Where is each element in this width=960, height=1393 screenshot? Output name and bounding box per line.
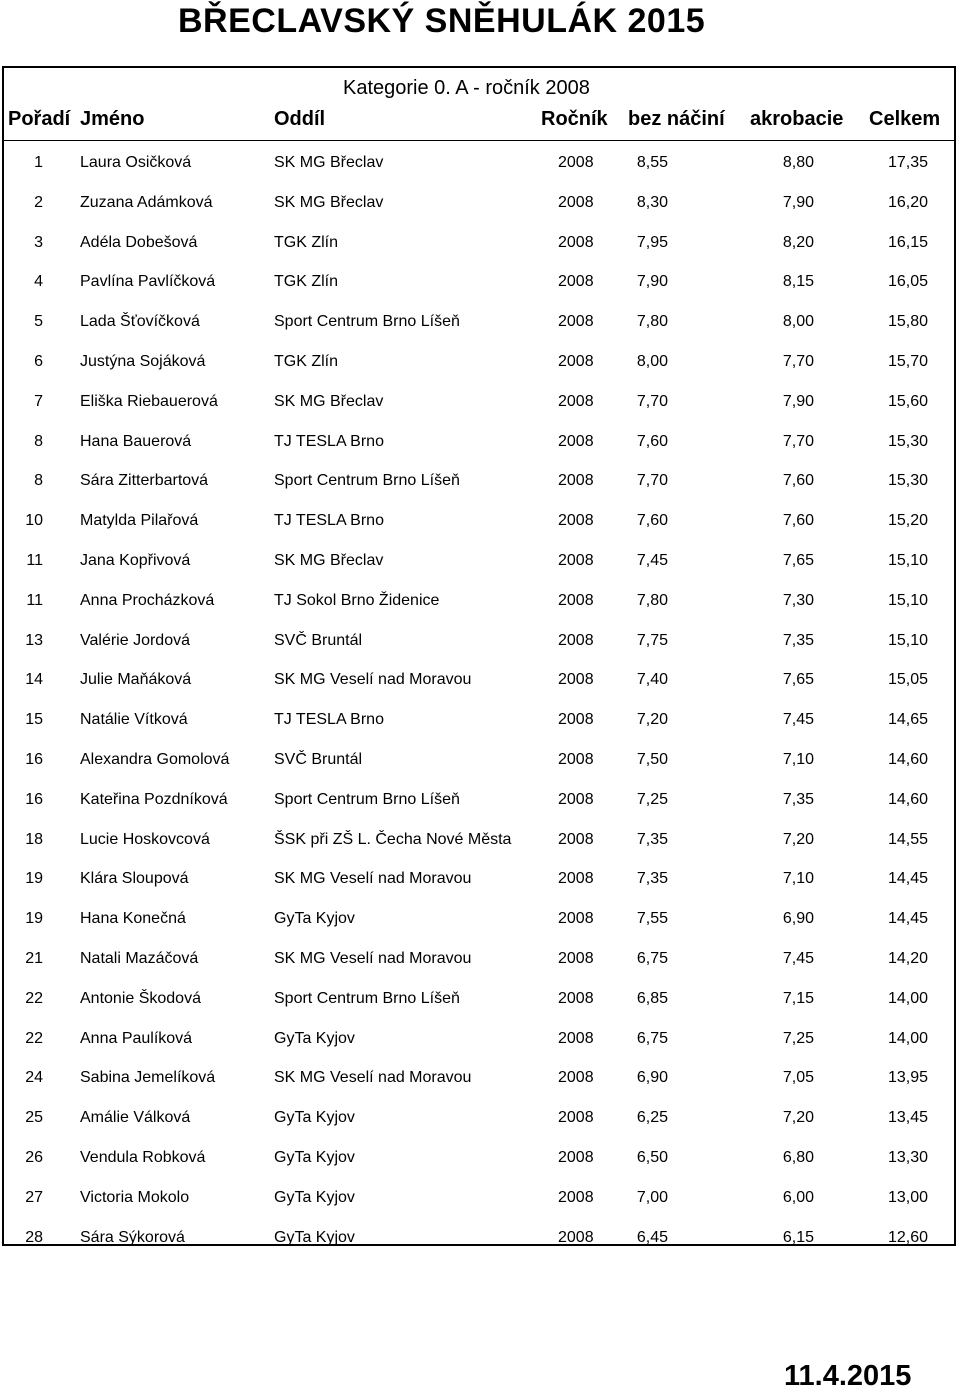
table-row [0,1229,960,1251]
bez-nacini-cell: 7,75 [636,631,668,649]
total-cell: 13,30 [887,1149,928,1166]
table-row [0,154,960,176]
year-cell: 2008 [558,353,594,370]
akrobacie-cell: 8,00 [782,313,814,331]
header-club: Oddíl [274,108,326,130]
table-row [0,870,960,892]
table-row [0,751,960,773]
bez-nacini-cell: 6,75 [636,950,668,967]
header-rank: Pořadí [8,108,71,130]
club-cell: SK MG Břeclav [274,193,384,211]
total-cell: 16,05 [887,273,928,291]
rank-cell: 25 [25,1109,43,1127]
akrobacie-cell: 7,60 [782,512,814,530]
total-cell: 15,30 [887,472,928,490]
rank-cell: 26 [25,1149,43,1166]
table-row [0,632,960,654]
total-cell: 14,00 [887,1029,928,1047]
year-cell: 2008 [558,671,594,689]
total-cell: 14,60 [887,790,928,808]
bez-nacini-cell: 7,80 [636,591,668,609]
akrobacie-cell: 7,30 [782,591,814,609]
rank-cell: 11 [26,591,43,609]
year-cell: 2008 [558,1188,594,1206]
akrobacie-cell: 7,10 [782,870,814,888]
akrobacie-cell: 7,60 [782,472,814,490]
rank-cell: 7 [34,392,43,410]
table-row [0,472,960,494]
name-cell: Adéla Dobešová [80,233,198,251]
bez-nacini-cell: 7,35 [636,870,668,888]
name-cell: Lucie Hoskovcová [80,830,210,848]
table-row [0,1030,960,1052]
total-cell: 14,45 [887,870,928,888]
akrobacie-cell: 7,15 [782,989,814,1007]
table-row [0,552,960,574]
table-row [0,353,960,375]
year-cell: 2008 [558,1228,594,1246]
rank-cell: 28 [25,1228,43,1246]
club-cell: GyTa Kyjov [274,1029,355,1047]
document-title: BŘECLAVSKÝ SNĚHULÁK 2015 [178,2,706,40]
club-cell: SK MG Břeclav [274,552,384,569]
total-cell: 15,10 [887,631,928,649]
bez-nacini-cell: 7,80 [636,313,668,331]
rank-cell: 21 [25,950,43,967]
total-cell: 17,35 [887,154,928,171]
name-cell: Natálie Vítková [80,711,188,729]
akrobacie-cell: 7,70 [782,432,814,450]
bez-nacini-cell: 7,45 [636,552,668,569]
year-cell: 2008 [558,910,594,928]
akrobacie-cell: 8,20 [782,233,814,251]
year-cell: 2008 [558,313,594,331]
name-cell: Jana Kopřivová [80,552,191,569]
year-cell: 2008 [558,233,594,251]
name-cell: Anna Paulíková [80,1029,193,1047]
total-cell: 12,60 [887,1228,928,1246]
club-cell: Sport Centrum Brno Líšeň [274,790,460,808]
bez-nacini-cell: 8,00 [636,353,668,370]
rank-cell: 5 [34,313,43,331]
bez-nacini-cell: 7,35 [636,830,668,848]
bez-nacini-cell: 7,40 [636,671,668,689]
bez-nacini-cell: 8,55 [636,154,668,171]
akrobacie-cell: 7,35 [782,631,814,649]
club-cell: Sport Centrum Brno Líšeň [274,989,460,1007]
table-row [0,313,960,335]
club-cell: SK MG Veselí nad Moravou [274,671,472,689]
club-cell: TJ TESLA Brno [274,512,384,530]
category-title: Kategorie 0. A - ročník 2008 [343,77,590,99]
year-cell: 2008 [558,154,594,171]
total-cell: 13,45 [887,1109,928,1127]
bez-nacini-cell: 6,90 [636,1069,668,1087]
table-row [0,194,960,216]
table-row [0,990,960,1012]
header-bez-nacini: bez náčiní [628,108,725,130]
akrobacie-cell: 6,15 [782,1228,814,1246]
rank-cell: 22 [25,1029,43,1047]
document-date: 11.4.2015 [784,1360,912,1392]
bez-nacini-cell: 6,50 [636,1149,668,1166]
name-cell: Anna Procházková [80,591,215,609]
table-row [0,910,960,932]
club-cell: SVČ Bruntál [274,631,363,649]
akrobacie-cell: 7,20 [782,1109,814,1127]
club-cell: TJ TESLA Brno [274,711,384,729]
rank-cell: 1 [34,154,43,171]
club-cell: Sport Centrum Brno Líšeň [274,472,460,490]
bez-nacini-cell: 6,25 [636,1109,668,1127]
rank-cell: 8 [34,472,43,490]
year-cell: 2008 [558,1109,594,1127]
table-row [0,711,960,733]
name-cell: Julie Maňáková [80,671,192,689]
total-cell: 15,10 [887,591,928,609]
header-name: Jméno [80,108,145,130]
year-cell: 2008 [558,591,594,609]
akrobacie-cell: 6,00 [782,1188,814,1206]
bez-nacini-cell: 7,90 [636,273,668,291]
club-cell: GyTa Kyjov [274,910,355,928]
rank-cell: 27 [25,1188,43,1206]
rank-cell: 19 [25,870,43,888]
header-year: Ročník [541,108,608,130]
year-cell: 2008 [558,711,594,729]
table-row [0,1069,960,1091]
header-akrobacie: akrobacie [750,108,844,130]
year-cell: 2008 [558,552,594,569]
bez-nacini-cell: 7,60 [636,432,668,450]
club-cell: GyTa Kyjov [274,1188,355,1206]
akrobacie-cell: 7,25 [782,1029,814,1047]
bez-nacini-cell: 7,20 [636,711,668,729]
akrobacie-cell: 7,65 [782,552,814,569]
table-row [0,393,960,415]
bez-nacini-cell: 8,30 [636,193,668,211]
club-cell: SK MG Veselí nad Moravou [274,950,472,967]
rank-cell: 18 [25,830,43,848]
year-cell: 2008 [558,392,594,410]
total-cell: 14,45 [887,910,928,928]
akrobacie-cell: 7,90 [782,193,814,211]
total-cell: 15,20 [887,512,928,530]
table-row [0,950,960,972]
name-cell: Sára Zitterbartová [80,472,209,490]
table-row [0,831,960,853]
rank-cell: 4 [34,273,43,291]
name-cell: Pavlína Pavlíčková [80,273,216,291]
rank-cell: 16 [25,751,43,768]
bez-nacini-cell: 7,25 [636,790,668,808]
total-cell: 15,70 [887,353,928,370]
rank-cell: 16 [25,790,43,808]
total-cell: 13,95 [887,1069,928,1087]
table-row [0,273,960,295]
club-cell: GyTa Kyjov [274,1149,355,1166]
akrobacie-cell: 7,45 [782,711,814,729]
year-cell: 2008 [558,989,594,1007]
club-cell: SK MG Břeclav [274,154,384,171]
year-cell: 2008 [558,870,594,888]
name-cell: Vendula Robková [80,1149,206,1166]
name-cell: Klára Sloupová [80,870,189,888]
akrobacie-cell: 7,35 [782,790,814,808]
name-cell: Hana Bauerová [80,432,192,450]
rank-cell: 24 [25,1069,43,1087]
rank-cell: 13 [25,631,43,649]
akrobacie-cell: 7,45 [782,950,814,967]
total-cell: 15,80 [887,313,928,331]
total-cell: 15,60 [887,392,928,410]
akrobacie-cell: 7,70 [782,353,814,370]
rank-cell: 8 [34,432,43,450]
year-cell: 2008 [558,512,594,530]
club-cell: TJ Sokol Brno Židenice [274,591,440,609]
total-cell: 16,15 [887,233,928,251]
name-cell: Hana Konečná [80,910,186,928]
akrobacie-cell: 7,90 [782,392,814,410]
year-cell: 2008 [558,950,594,967]
name-cell: Zuzana Adámková [80,193,213,211]
table-row [0,592,960,614]
name-cell: Antonie Škodová [80,989,201,1007]
bez-nacini-cell: 7,60 [636,512,668,530]
club-cell: Sport Centrum Brno Líšeň [274,313,460,331]
akrobacie-cell: 8,15 [782,273,814,291]
club-cell: ŠSK při ZŠ L. Čecha Nové Města [274,830,512,848]
club-cell: GyTa Kyjov [274,1109,355,1127]
year-cell: 2008 [558,790,594,808]
table-row [0,512,960,534]
club-cell: SVČ Bruntál [274,751,363,768]
table-row [0,671,960,693]
year-cell: 2008 [558,193,594,211]
year-cell: 2008 [558,751,594,768]
name-cell: Justýna Sojáková [80,353,206,370]
table-row [0,1189,960,1211]
rank-cell: 3 [34,233,43,251]
club-cell: SK MG Břeclav [274,392,384,410]
club-cell: SK MG Veselí nad Moravou [274,870,472,888]
year-cell: 2008 [558,631,594,649]
table-row [0,791,960,813]
bez-nacini-cell: 7,70 [636,392,668,410]
name-cell: Victoria Mokolo [80,1188,190,1206]
club-cell: TGK Zlín [274,273,339,291]
rank-cell: 19 [25,910,43,928]
name-cell: Sabina Jemelíková [80,1069,216,1087]
year-cell: 2008 [558,273,594,291]
table-row [0,1149,960,1171]
bez-nacini-cell: 6,75 [636,1029,668,1047]
total-cell: 15,10 [887,552,928,569]
year-cell: 2008 [558,1069,594,1087]
akrobacie-cell: 7,20 [782,830,814,848]
rank-cell: 6 [34,353,43,370]
rank-cell: 14 [25,671,43,689]
total-cell: 14,65 [887,711,928,729]
club-cell: TJ TESLA Brno [274,432,384,450]
bez-nacini-cell: 7,00 [636,1188,668,1206]
header-total: Celkem [869,108,941,130]
name-cell: Valérie Jordová [80,631,190,649]
club-cell: SK MG Veselí nad Moravou [274,1069,472,1087]
year-cell: 2008 [558,472,594,490]
name-cell: Kateřina Pozdníková [80,790,228,808]
total-cell: 15,30 [887,432,928,450]
total-cell: 15,05 [887,671,928,689]
bez-nacini-cell: 6,45 [636,1228,668,1246]
rank-cell: 15 [25,711,43,729]
bez-nacini-cell: 7,55 [636,910,668,928]
bez-nacini-cell: 7,95 [636,233,668,251]
name-cell: Laura Osičková [80,154,192,171]
total-cell: 13,00 [887,1188,928,1206]
year-cell: 2008 [558,1029,594,1047]
bez-nacini-cell: 7,50 [636,751,668,768]
total-cell: 14,55 [887,830,928,848]
akrobacie-cell: 8,80 [782,154,814,171]
akrobacie-cell: 6,90 [782,910,814,928]
name-cell: Lada Šťovíčková [80,313,200,331]
name-cell: Eliška Riebauerová [80,392,218,410]
bez-nacini-cell: 6,85 [636,989,668,1007]
year-cell: 2008 [558,432,594,450]
rank-cell: 10 [25,512,43,530]
total-cell: 14,00 [887,989,928,1007]
akrobacie-cell: 7,05 [782,1069,814,1087]
akrobacie-cell: 7,65 [782,671,814,689]
total-cell: 14,60 [887,751,928,768]
club-cell: TGK Zlín [274,353,339,370]
name-cell: Alexandra Gomolová [80,751,230,768]
name-cell: Matylda Pilařová [80,512,199,530]
club-cell: TGK Zlín [274,233,339,251]
rank-cell: 2 [34,193,43,211]
year-cell: 2008 [558,1149,594,1166]
club-cell: GyTa Kyjov [274,1228,355,1246]
name-cell: Natali Mazáčová [80,950,199,967]
table-row [0,234,960,256]
bez-nacini-cell: 7,70 [636,472,668,490]
total-cell: 16,20 [887,193,928,211]
rank-cell: 11 [26,552,43,569]
total-cell: 14,20 [887,950,928,967]
akrobacie-cell: 7,10 [782,751,814,768]
table-row [0,1109,960,1131]
rank-cell: 22 [25,989,43,1007]
name-cell: Sára Sýkorová [80,1228,185,1246]
year-cell: 2008 [558,830,594,848]
akrobacie-cell: 6,80 [782,1149,814,1166]
name-cell: Amálie Válková [80,1109,191,1127]
header-divider [2,140,956,141]
table-row [0,433,960,455]
